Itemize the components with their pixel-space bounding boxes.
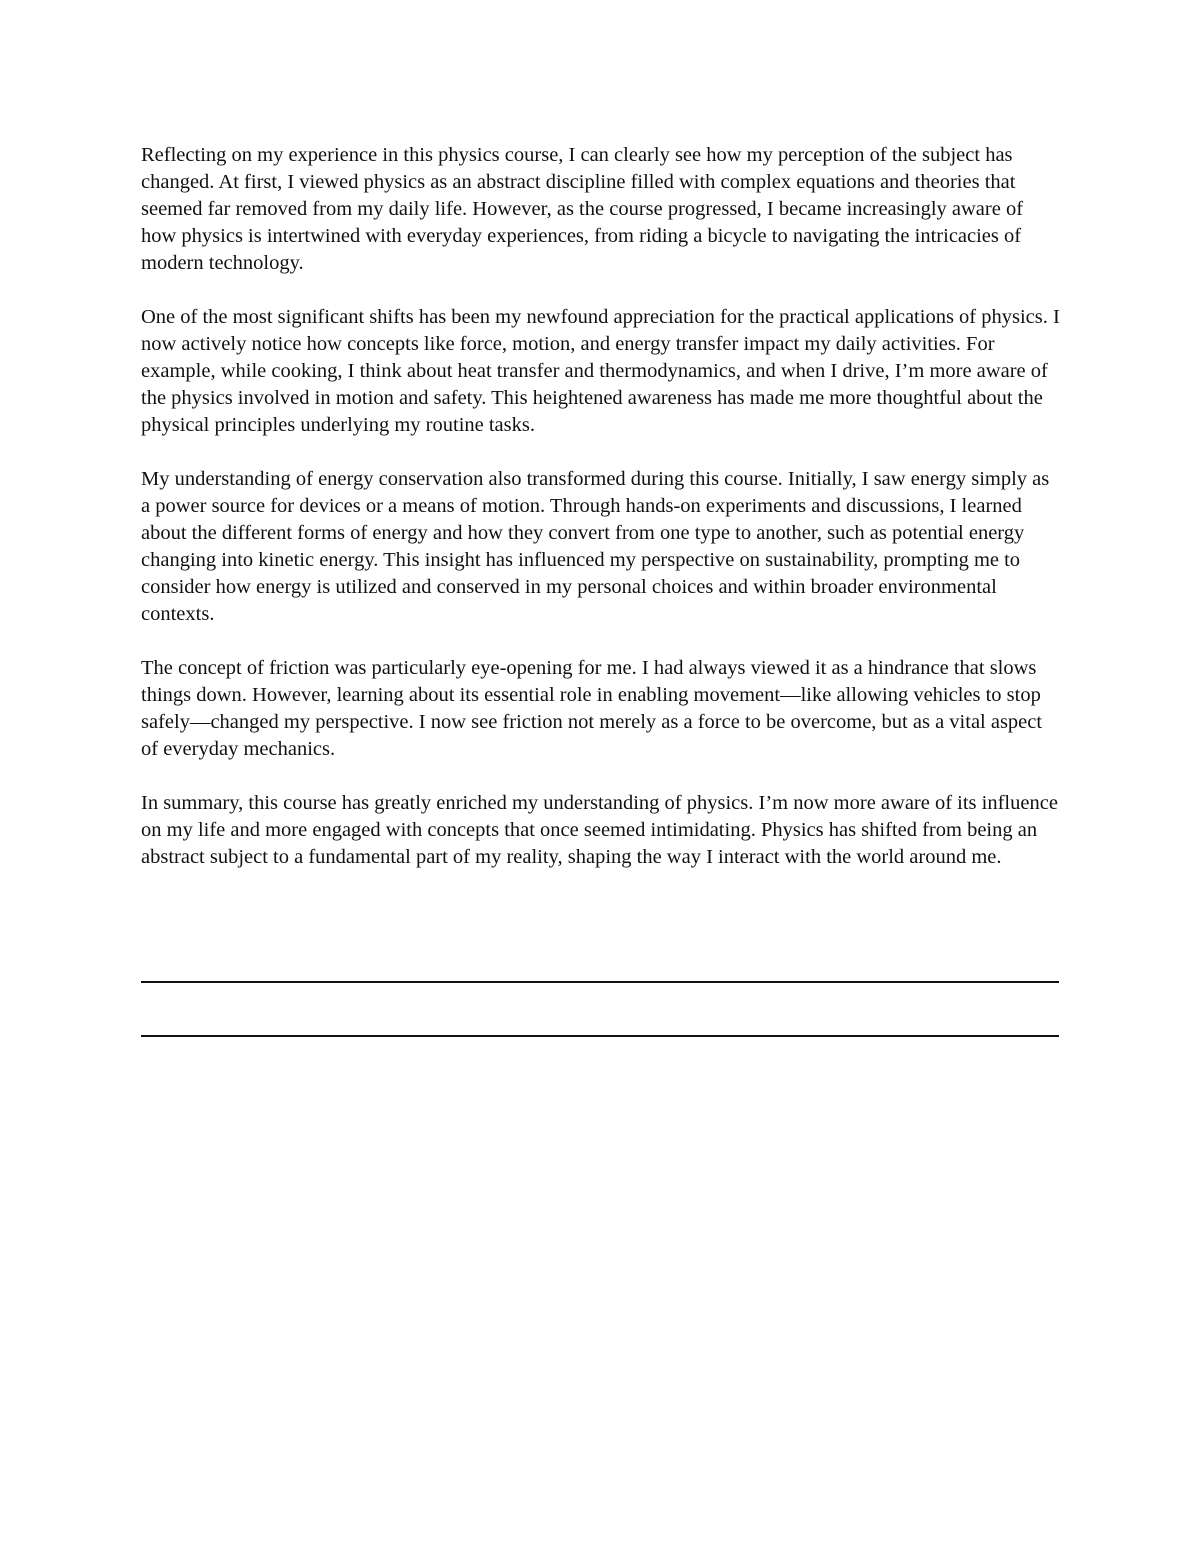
document-body	[141, 142, 1063, 898]
paragraph-practical-applications: One of the most significant shifts has been my newfound appreciation for the practical applications of physics. I now actively notice how concepts like force, motion, and energy transfer impact my daily activities. For example, while cooking, I think about heat transfer and thermodynamics, and when I drive, I’m more aware of the physics involved in motion and safety. This heightened awareness has made me more thoughtful about the physical principles underlying my routine tasks.	[141, 306, 1060, 436]
paragraph-energy-conservation: My understanding of energy conservation also transformed during this course. Initially, I saw energy simply as a power source for devices or a means of motion. Through hands-on experiments and discussions, I learned about the different forms of energy and how they convert from one type to another, such as potential energy changing into kinetic energy. This insight has influenced my perspective on sustainability, prompting me to consider how energy is utilized and conserved in my personal choices and within broader environmental contexts.	[141, 468, 1050, 625]
paragraph-intro: Reflecting on my experience in this physics course, I can clearly see how my perception of the subject has changed. At first, I viewed physics as an abstract discipline filled with complex equations and theories that seemed far removed from my daily life. However, as the course progressed, I became increasingly aware of how physics is intertwined with everyday experiences, from riding a bicycle to navigating the intricacies of modern technology.	[141, 144, 1024, 274]
horizontal-rule-2	[141, 1035, 1059, 1037]
paragraph-summary: In summary, this course has greatly enriched my understanding of physics. I’m now more aware of its influence on my life and more engaged with concepts that once seemed intimidating. Physics has shifted from being an abstract subject to a fundamental part of my reality, shaping the way I interact with the world around me.	[141, 792, 1058, 868]
horizontal-rule-1	[141, 981, 1059, 983]
paragraph-friction: The concept of friction was particularly eye-opening for me. I had always viewed it as a hindrance that slows things down. However, learning about its essential role in enabling movement—like allowing vehicles to stop safely—changed my perspective. I now see friction not merely as a force to be overcome, but as a vital aspect of everyday mechanics.	[141, 657, 1043, 760]
